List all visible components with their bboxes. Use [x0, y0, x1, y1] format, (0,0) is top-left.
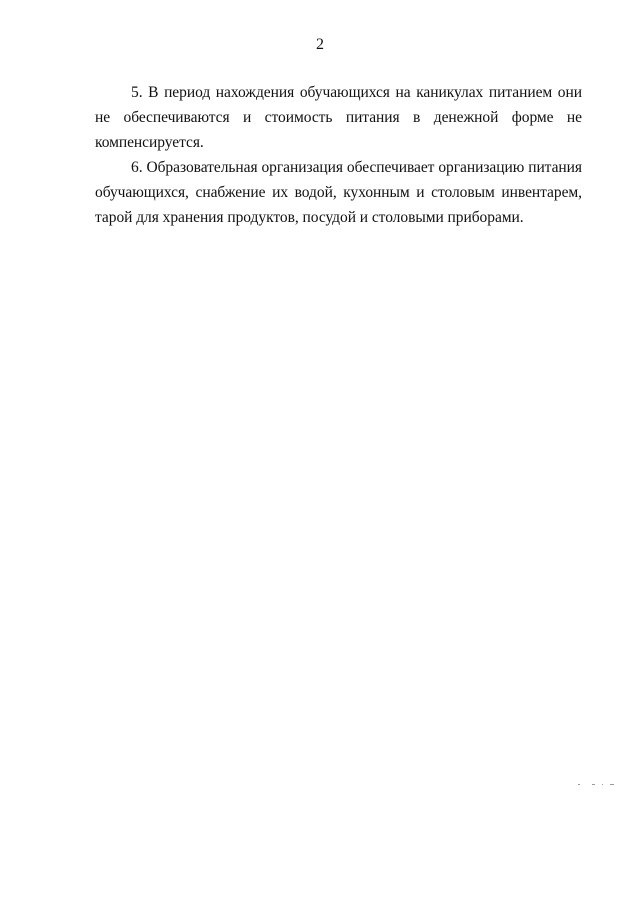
scan-artifact: [578, 784, 618, 788]
scan-speck: [610, 784, 614, 785]
scan-speck: [592, 784, 595, 785]
paragraph-6: 6. Образовательная организация обеспечивает организацию питания обучающихся, снабжение их водой, кухонным и столовым инвентарем, тарой для хранения продуктов, посудой и столовыми приборами.: [95, 159, 582, 226]
document-body: [95, 80, 582, 230]
page-number: 2: [316, 36, 324, 53]
scan-speck: [578, 784, 580, 785]
scan-speck: [602, 784, 603, 785]
paragraph-5: 5. В период нахождения обучающихся на каникулах питанием они не обеспечиваются и стоимость питания в денежной форме не компенсируется.: [95, 84, 582, 151]
